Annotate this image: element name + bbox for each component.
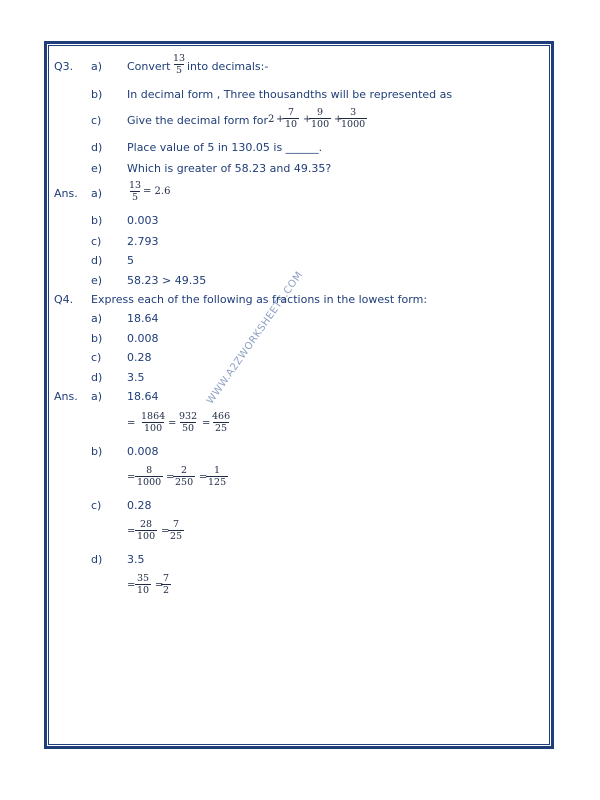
answer-text: 3.5	[127, 553, 145, 566]
fraction: $\frac{7}{10}$	[285, 107, 298, 130]
equals-sign: =	[202, 418, 211, 429]
answer-label: Ans.	[54, 187, 78, 200]
question-text: Give the decimal form for	[127, 114, 269, 127]
item-label: a)	[91, 60, 103, 73]
question-text: 3.5	[127, 371, 145, 384]
answer-text: 58.23 > 49.35	[127, 274, 207, 287]
fraction: $\frac{1}{125}$	[208, 465, 227, 488]
answer-text: 0.28	[127, 499, 152, 512]
fraction: $\frac{28}{100}$	[137, 519, 156, 542]
item-label: c)	[91, 114, 102, 127]
item-label: c)	[91, 235, 102, 248]
equals-sign: =	[161, 526, 170, 537]
question-number: Q3.	[54, 60, 74, 73]
answer-text: 5	[127, 254, 134, 267]
question-text: into decimals:-	[187, 60, 269, 73]
fraction: $\frac{7}{25}$	[170, 519, 183, 542]
item-label: a)	[91, 312, 103, 325]
item-label: d)	[91, 254, 103, 267]
plus-sign: +	[334, 114, 343, 125]
fraction: $\frac{13}{5}$	[129, 180, 142, 203]
fraction: $\frac{1864}{100}$	[141, 411, 166, 434]
watermark: WWW.A2ZWORKSHEETS.COM	[205, 269, 306, 407]
fraction: $\frac{8}{1000}$	[137, 465, 162, 488]
question-text: Express each of the following as fractions in the lowest form:	[91, 293, 428, 306]
equals-sign: =	[155, 580, 164, 591]
equals-sign: =	[127, 526, 136, 537]
equals-sign: =	[127, 580, 136, 591]
equals-sign: =	[127, 472, 136, 483]
item-label: b)	[91, 214, 103, 227]
fraction: $\frac{3}{1000}$	[341, 107, 366, 130]
item-label: e)	[91, 162, 103, 175]
fraction: $\frac{2}{250}$	[175, 465, 194, 488]
question-number: Q4.	[54, 293, 74, 306]
question-text: In decimal form , Three thousandths will be represented as	[127, 88, 453, 101]
answer-text: 0.008	[127, 445, 159, 458]
question-text: 0.28	[127, 351, 152, 364]
answer-text: 0.003	[127, 214, 159, 227]
item-label: a)	[91, 187, 103, 200]
fraction: $\frac{932}{50}$	[179, 411, 198, 434]
item-label: c)	[91, 499, 102, 512]
fraction: $\frac{466}{25}$	[212, 411, 231, 434]
fraction: $\frac{35}{10}$	[137, 573, 150, 596]
fraction: $\frac{9}{100}$	[311, 107, 330, 130]
equals-sign: =	[199, 472, 208, 483]
question-text: Convert	[127, 60, 171, 73]
plus-sign: +	[303, 114, 312, 125]
item-label: b)	[91, 88, 103, 101]
question-text: 0.008	[127, 332, 159, 345]
item-label: a)	[91, 390, 103, 403]
equals-sign: =	[127, 418, 136, 429]
question-text: Which is greater of 58.23 and 49.35?	[127, 162, 332, 175]
item-label: d)	[91, 553, 103, 566]
item-label: d)	[91, 141, 103, 154]
answer-label: Ans.	[54, 390, 78, 403]
item-label: d)	[91, 371, 103, 384]
answer-text: 18.64	[127, 390, 159, 403]
fraction: $\frac{7}{2}$	[163, 573, 170, 596]
plus-sign: +	[276, 114, 285, 125]
lead-number: 2	[268, 114, 275, 125]
item-label: b)	[91, 332, 103, 345]
item-label: c)	[91, 351, 102, 364]
answer-result: = 2.6	[143, 186, 171, 197]
item-label: e)	[91, 274, 103, 287]
equals-sign: =	[168, 418, 177, 429]
equals-sign: =	[166, 472, 175, 483]
item-label: b)	[91, 445, 103, 458]
question-text: Place value of 5 in 130.05 is ______.	[127, 141, 323, 154]
answer-text: 2.793	[127, 235, 159, 248]
question-text: 18.64	[127, 312, 159, 325]
fraction: $\frac{13}{5}$	[173, 53, 186, 76]
